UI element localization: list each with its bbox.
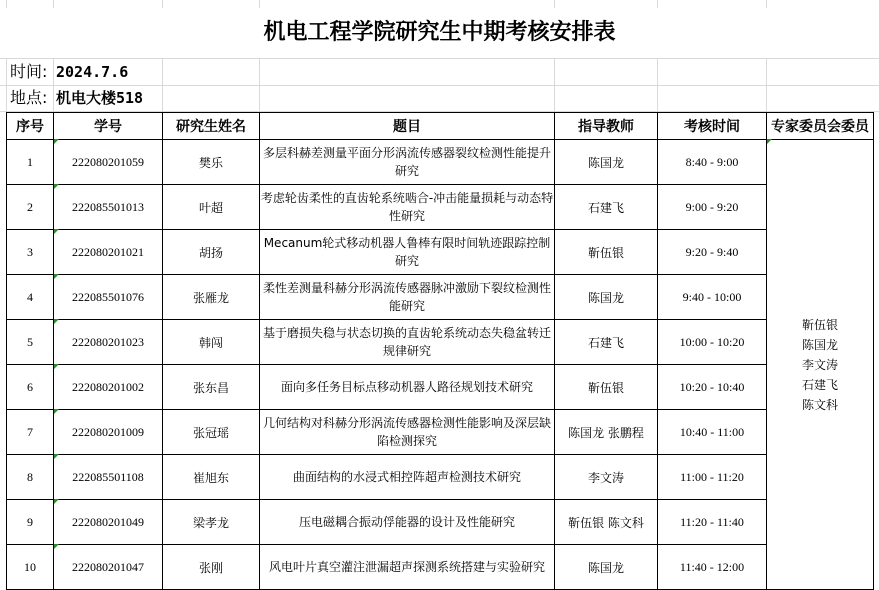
- cell-marker-icon: [54, 229, 59, 234]
- row-number[interactable]: 3: [7, 230, 54, 275]
- header-experts[interactable]: 专家委员会委员: [767, 113, 874, 140]
- table-row: [7, 410, 874, 455]
- thesis-topic[interactable]: Mecanum轮式移动机器人鲁棒有限时间轨迹跟踪控制研究: [260, 230, 555, 275]
- cell-marker-icon: [54, 139, 59, 144]
- student-id[interactable]: 222085501108: [54, 455, 163, 500]
- student-name[interactable]: 叶超: [163, 185, 260, 230]
- advisor[interactable]: 靳伍银: [555, 230, 658, 275]
- thesis-topic[interactable]: 考虑轮齿柔性的直齿轮系统啮合-冲击能量损耗与动态特性研究: [260, 185, 555, 230]
- row-number[interactable]: 7: [7, 410, 54, 455]
- exam-time[interactable]: 10:20 - 10:40: [658, 365, 767, 410]
- row-number[interactable]: 2: [7, 185, 54, 230]
- exam-time[interactable]: 9:20 - 9:40: [658, 230, 767, 275]
- expert-name: 陈文科: [801, 397, 838, 412]
- student-id[interactable]: 222080201023: [54, 320, 163, 365]
- exam-time[interactable]: 9:40 - 10:00: [658, 275, 767, 320]
- student-id[interactable]: 222080201009: [54, 410, 163, 455]
- cell-marker-icon: [54, 319, 59, 324]
- row-number[interactable]: 1: [7, 140, 54, 185]
- student-name[interactable]: 梁孝龙: [163, 500, 260, 545]
- student-id[interactable]: 222080201021: [54, 230, 163, 275]
- exam-time[interactable]: 11:40 - 12:00: [658, 545, 767, 590]
- thesis-topic[interactable]: 风电叶片真空灌注泄漏超声探测系统搭建与实验研究: [260, 545, 555, 590]
- header-number[interactable]: 序号: [7, 113, 54, 140]
- student-name[interactable]: 韩闯: [163, 320, 260, 365]
- cell-marker-icon: [54, 544, 59, 549]
- advisor[interactable]: 陈国龙: [555, 140, 658, 185]
- table-row: [7, 185, 874, 230]
- exam-time[interactable]: 8:40 - 9:00: [658, 140, 767, 185]
- header-student-id[interactable]: 学号: [54, 113, 163, 140]
- cell-marker-icon: [54, 274, 59, 279]
- advisor[interactable]: 李文涛: [555, 455, 658, 500]
- student-name[interactable]: 张雁龙: [163, 275, 260, 320]
- exam-time[interactable]: 11:20 - 11:40: [658, 500, 767, 545]
- table-row: [7, 320, 874, 365]
- header-advisor[interactable]: 指导教师: [555, 113, 658, 140]
- student-name[interactable]: 张冠瑶: [163, 410, 260, 455]
- row-number[interactable]: 10: [7, 545, 54, 590]
- table-row: [7, 545, 874, 590]
- advisor[interactable]: 靳伍银: [555, 365, 658, 410]
- table-row: [7, 275, 874, 320]
- table-row: [7, 500, 874, 545]
- student-id[interactable]: 222080201059: [54, 140, 163, 185]
- student-name[interactable]: 樊乐: [163, 140, 260, 185]
- expert-name: 石建飞: [801, 377, 838, 392]
- thesis-topic[interactable]: 压电磁耦合振动俘能器的设计及性能研究: [260, 500, 555, 545]
- student-name[interactable]: 张东昌: [163, 365, 260, 410]
- cell-marker-icon: [54, 499, 59, 504]
- time-row: [10, 59, 128, 85]
- exam-time[interactable]: 10:00 - 10:20: [658, 320, 767, 365]
- advisor[interactable]: 陈国龙: [555, 545, 658, 590]
- table-row: [7, 455, 874, 500]
- cell-marker-icon: [54, 184, 59, 189]
- thesis-topic[interactable]: 几何结构对科赫分形涡流传感器检测性能影响及深层缺陷检测探究: [260, 410, 555, 455]
- experts-cell[interactable]: [767, 140, 874, 590]
- header-topic[interactable]: 题目: [260, 113, 555, 140]
- thesis-topic[interactable]: 柔性差测量科赫分形涡流传感器脉冲激励下裂纹检测性能研究: [260, 275, 555, 320]
- thesis-topic[interactable]: 多层科赫差测量平面分形涡流传感器裂纹检测性能提升研究: [260, 140, 555, 185]
- advisor[interactable]: 石建飞: [555, 320, 658, 365]
- table-row: [7, 140, 874, 185]
- advisor[interactable]: 陈国龙: [555, 275, 658, 320]
- row-number[interactable]: 5: [7, 320, 54, 365]
- table-row: [7, 365, 874, 410]
- exam-time[interactable]: 11:00 - 11:20: [658, 455, 767, 500]
- student-id[interactable]: 222080201049: [54, 500, 163, 545]
- advisor[interactable]: 石建飞: [555, 185, 658, 230]
- expert-name: 陈国龙: [801, 337, 838, 352]
- advisor[interactable]: 陈国龙 张鹏程: [555, 410, 658, 455]
- student-name[interactable]: 崔旭东: [163, 455, 260, 500]
- cell-marker-icon: [54, 409, 59, 414]
- row-number[interactable]: 9: [7, 500, 54, 545]
- time-label: 时间:: [10, 62, 48, 81]
- advisor[interactable]: 靳伍银 陈文科: [555, 500, 658, 545]
- thesis-topic[interactable]: 曲面结构的水浸式相控阵超声检测技术研究: [260, 455, 555, 500]
- page-title: 机电工程学院研究生中期考核安排表: [0, 8, 879, 58]
- student-id[interactable]: 222085501076: [54, 275, 163, 320]
- place-value[interactable]: 机电大楼518: [56, 89, 144, 107]
- exam-time[interactable]: 10:40 - 11:00: [658, 410, 767, 455]
- thesis-topic[interactable]: 基于磨损失稳与状态切换的直齿轮系统动态失稳盆转迁规律研究: [260, 320, 555, 365]
- student-name[interactable]: 张刚: [163, 545, 260, 590]
- thesis-topic[interactable]: 面向多任务目标点移动机器人路径规划技术研究: [260, 365, 555, 410]
- place-row: [10, 85, 143, 111]
- expert-name: 李文涛: [801, 357, 838, 372]
- cell-marker-icon: [767, 139, 772, 144]
- header-row: [7, 113, 874, 140]
- time-value[interactable]: 2024.7.6: [56, 63, 129, 81]
- header-exam-time[interactable]: 考核时间: [658, 113, 767, 140]
- student-id[interactable]: 222080201047: [54, 545, 163, 590]
- header-student-name[interactable]: 研究生姓名: [163, 113, 260, 140]
- schedule-table: [6, 112, 874, 590]
- student-id[interactable]: 222085501013: [54, 185, 163, 230]
- row-number[interactable]: 4: [7, 275, 54, 320]
- grid-line: [0, 58, 879, 59]
- student-id[interactable]: 222080201002: [54, 365, 163, 410]
- expert-name: 靳伍银: [801, 317, 838, 332]
- cell-marker-icon: [54, 364, 59, 369]
- cell-marker-icon: [54, 454, 59, 459]
- place-label: 地点:: [10, 88, 48, 107]
- row-number[interactable]: 6: [7, 365, 54, 410]
- table-row: [7, 230, 874, 275]
- student-name[interactable]: 胡扬: [163, 230, 260, 275]
- row-number[interactable]: 8: [7, 455, 54, 500]
- exam-time[interactable]: 9:00 - 9:20: [658, 185, 767, 230]
